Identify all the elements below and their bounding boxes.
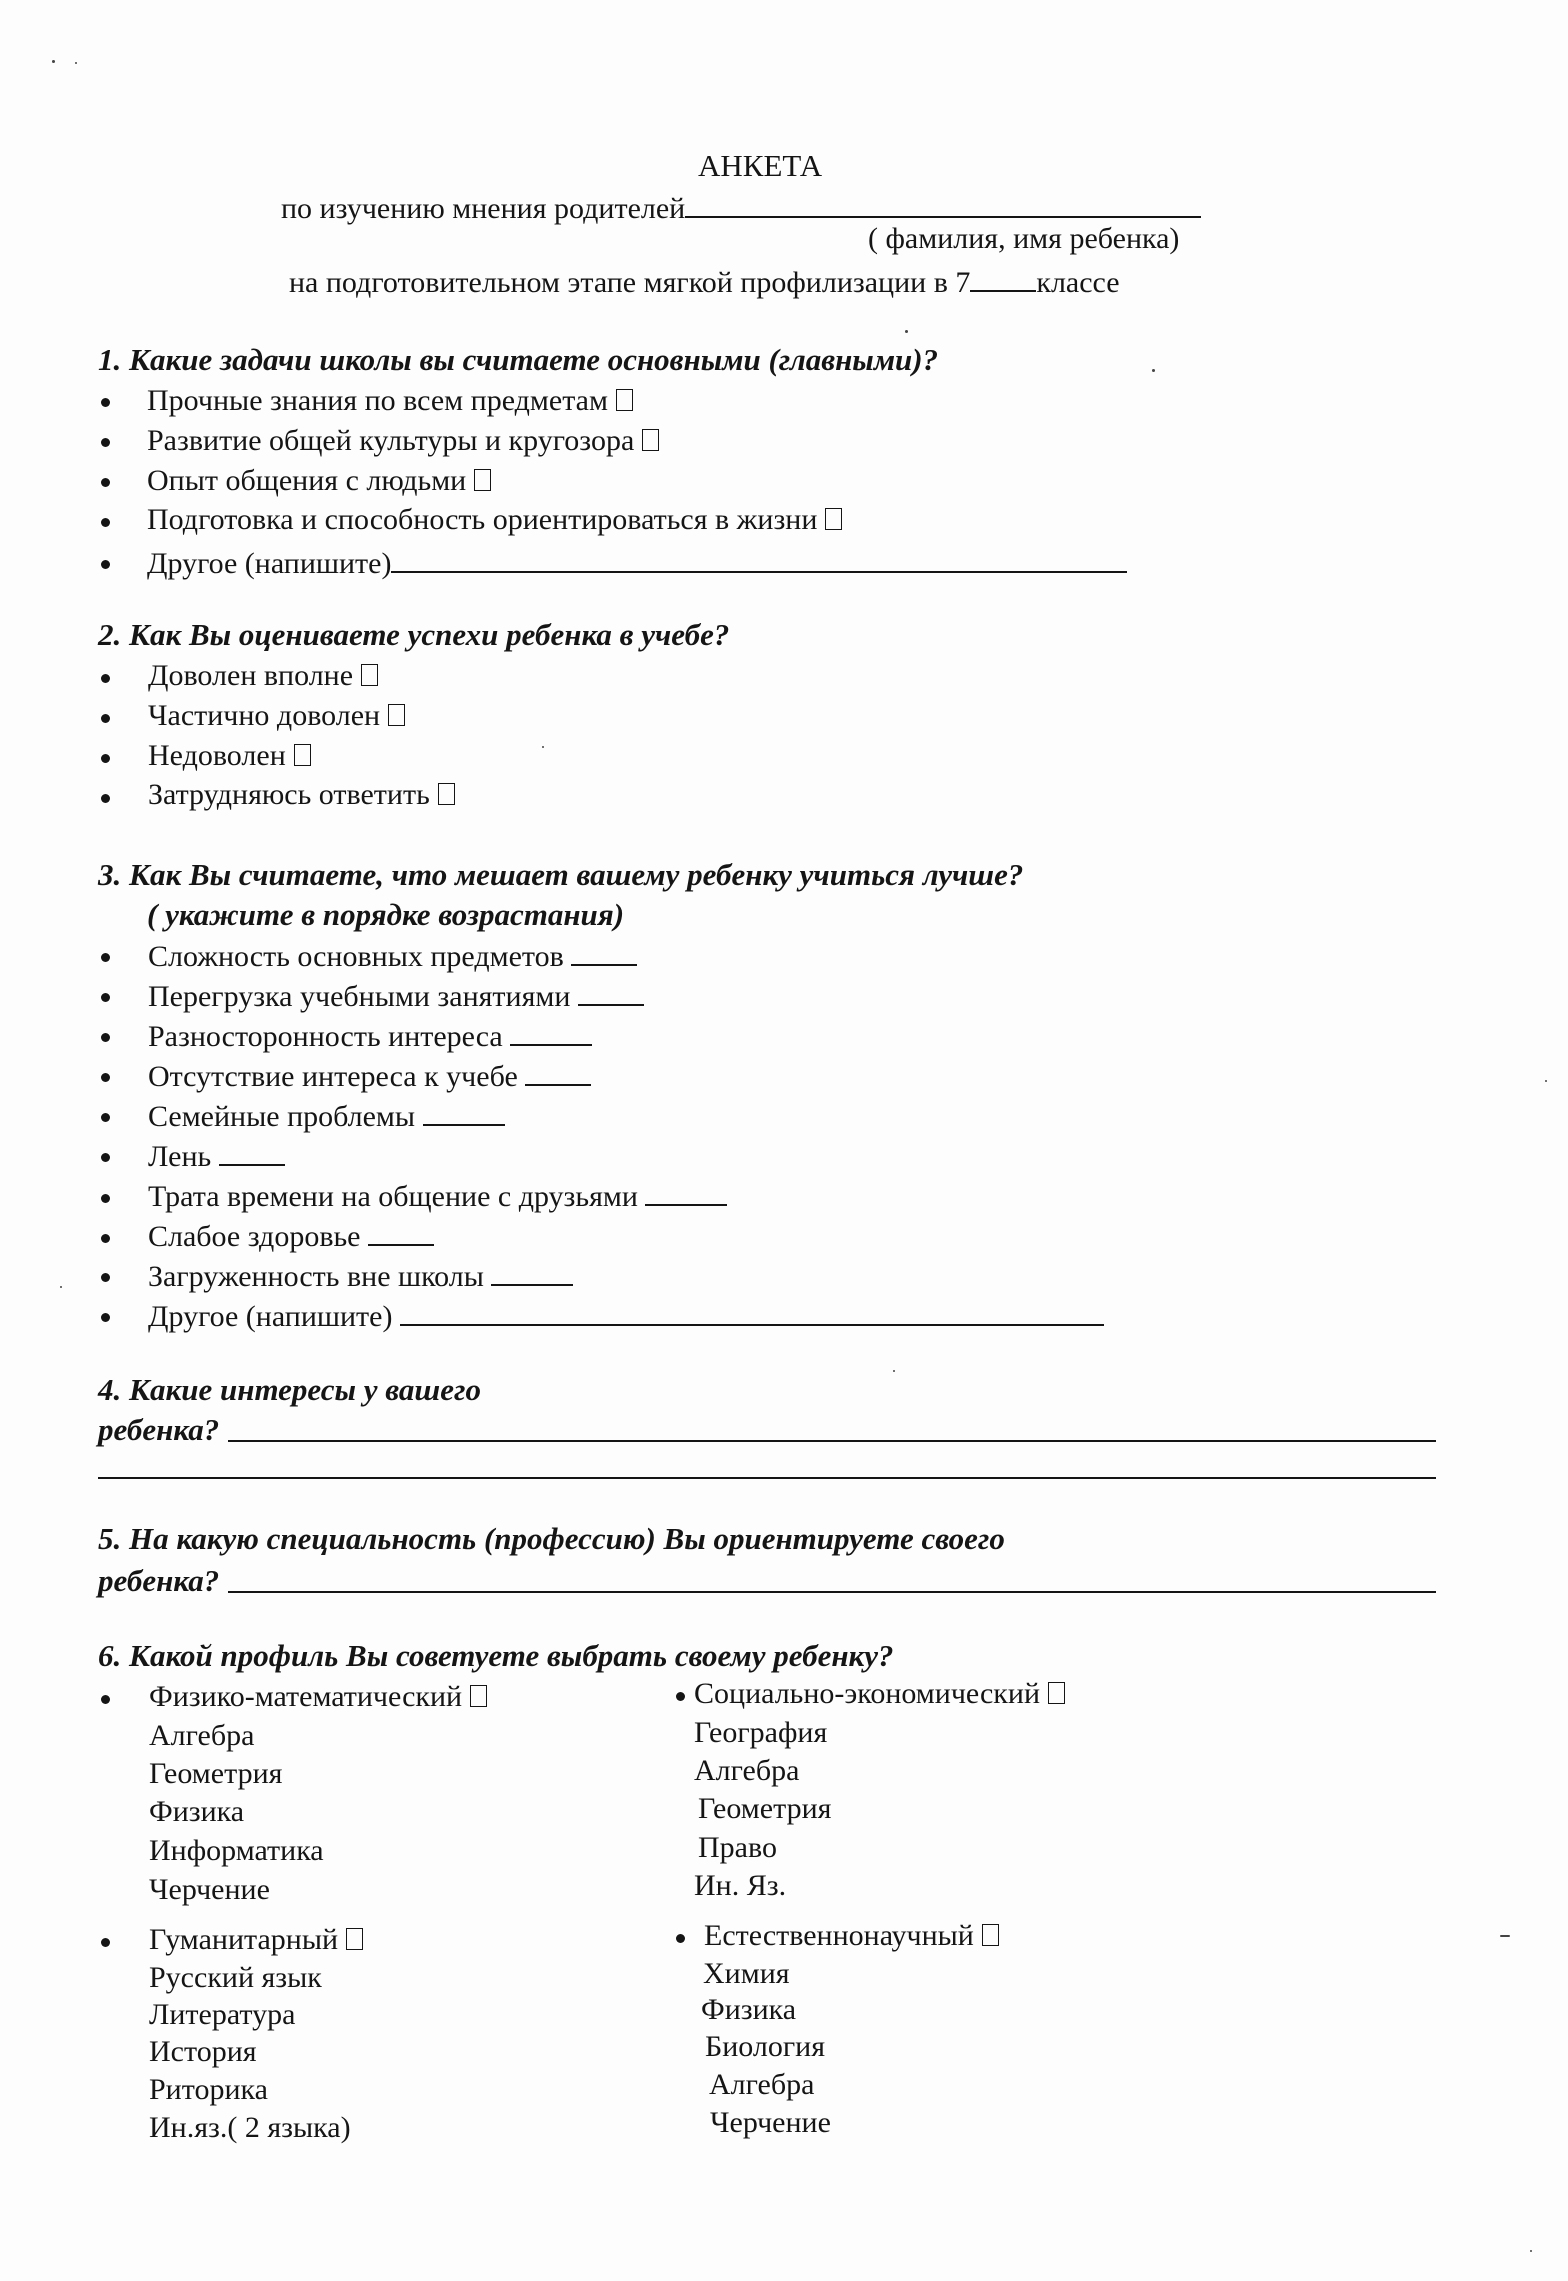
bullet [101,518,110,527]
bullet [101,1194,110,1203]
q3-option-9-label: Загруженность вне школы [148,1260,484,1293]
q4-heading-cont: ребенка? [98,1412,220,1447]
checkbox[interactable] [346,1928,363,1950]
scan-speck [52,60,55,63]
rank-field[interactable] [645,1178,727,1206]
rank-field[interactable] [491,1258,573,1286]
q3-option-7[interactable] [148,1178,727,1214]
bullet [101,754,110,763]
bullet [101,714,110,723]
header-line1 [281,190,1201,226]
profile-physmath[interactable] [149,1680,487,1714]
profile-humanities[interactable] [149,1923,363,1957]
bullet [101,1938,110,1947]
rank-field[interactable] [571,938,637,966]
q2-option-2[interactable] [148,699,405,733]
q1-option-1-label: Прочные знания по всем предметам [147,384,608,417]
profile-physmath-label: Физико-математический [149,1680,463,1713]
q1-option-3-label: Опыт общения с людьми [147,464,467,497]
q2-option-4-label: Затрудняюсь ответить [148,778,430,811]
q1-option-4-label: Подготовка и способность ориентироваться в жизни [147,503,818,536]
checkbox[interactable] [474,469,491,491]
rank-field[interactable] [219,1138,285,1166]
checkbox[interactable] [616,389,633,411]
scan-speck [75,62,77,64]
profile-natsci-label: Естественнонаучный [704,1919,974,1952]
checkbox[interactable] [982,1924,999,1946]
header-line2 [289,264,1120,300]
subject-item: Физика [149,1795,245,1828]
q3-other-field[interactable] [400,1298,1104,1326]
q3-option-7-label: Трата времени на общение с друзьями [148,1180,638,1213]
q3-option-10[interactable] [148,1298,1104,1334]
header-line2-post: классе [1036,266,1120,299]
q1-option-4[interactable] [147,503,842,537]
rank-field[interactable] [525,1058,591,1086]
q3-option-3-label: Разносторонность интереса [148,1020,503,1053]
q3-option-8-label: Слабое здоровье [148,1220,361,1253]
q3-option-2[interactable] [148,978,644,1014]
bullet [101,1113,110,1122]
scan-speck [893,1370,895,1372]
q1-other-field[interactable] [391,545,1127,573]
subject-item: Химия [703,1957,790,1990]
q2-heading: 2. Как Вы оцениваете успехи ребенка в учебе? [98,617,730,652]
bullet [101,1073,110,1082]
subject-item: Черчение [149,1873,270,1906]
checkbox[interactable] [470,1685,487,1707]
q3-heading: 3. Как Вы считаете, что мешает вашему ребенку учиться лучше? [98,857,1024,892]
q3-option-6-label: Лень [148,1140,212,1173]
q3-option-4-label: Отсутствие интереса к учебе [148,1060,518,1093]
q1-option-2-label: Развитие общей культуры и кругозора [147,424,635,457]
q3-option-2-label: Перегрузка учебными занятиями [148,980,571,1013]
q3-option-6[interactable] [148,1138,285,1174]
bullet [101,1695,110,1704]
checkbox[interactable] [1048,1682,1065,1704]
q2-option-2-label: Частично доволен [148,699,381,732]
q3-option-1[interactable] [148,938,637,974]
subject-item: География [694,1716,828,1749]
checkbox[interactable] [642,429,659,451]
subject-item: Геометрия [149,1757,283,1790]
subject-item: Литература [149,1998,296,2031]
subject-item: Русский язык [149,1961,322,1994]
q1-option-5[interactable] [147,545,1127,581]
bullet [101,1313,110,1322]
q3-option-9[interactable] [148,1258,573,1294]
q3-option-10-label: Другое (напишите) [148,1300,393,1333]
q5-heading-cont: ребенка? [98,1563,220,1598]
scan-speck [542,746,544,748]
bullet [101,1033,110,1042]
subject-item: Алгебра [694,1754,800,1787]
bullet [101,1273,110,1282]
scan-speck [1545,1080,1547,1082]
subject-item: Биология [705,2030,826,2063]
q4-heading: 4. Какие интересы у вашего [98,1372,481,1407]
scan-speck [1152,369,1155,372]
rank-field[interactable] [578,978,644,1006]
checkbox[interactable] [388,704,405,726]
child-name-field[interactable] [685,190,1201,218]
subject-item: Ин. Яз. [694,1869,787,1902]
q1-option-3[interactable] [147,464,491,498]
profile-socioecon[interactable] [694,1677,1065,1711]
bullet [676,1934,685,1943]
bullet [101,560,110,569]
subject-item: Информатика [149,1834,324,1867]
checkbox[interactable] [361,664,378,686]
profile-natsci[interactable] [704,1919,999,1953]
q5-heading: 5. На какую специальность (профессию) Вы ориентируете своего [98,1521,1005,1556]
q2-option-3-label: Недоволен [148,739,286,772]
q6-heading: 6. Какой профиль Вы советуете выбрать своему ребенку? [98,1638,894,1673]
q3-option-5[interactable] [148,1098,505,1134]
q4-answer-line-2[interactable] [98,1477,1436,1479]
form-title: АНКЕТА [698,148,823,183]
bullet [101,398,110,407]
q2-option-3[interactable] [148,739,311,773]
subject-item: История [149,2035,257,2068]
profile-humanities-label: Гуманитарный [149,1923,339,1956]
rank-field[interactable] [423,1098,505,1126]
q1-heading: 1. Какие задачи школы вы считаете основными (главными)? [98,342,939,377]
bullet [676,1692,685,1701]
q3-option-5-label: Семейные проблемы [148,1100,416,1133]
rank-field[interactable] [368,1218,434,1246]
profile-socioecon-label: Социально-экономический [694,1677,1040,1710]
bullet [101,674,110,683]
q2-option-4[interactable] [148,778,455,812]
header-line2-pre: на подготовительном этапе мягкой профилизации в 7 [289,266,971,299]
bullet [101,478,110,487]
scan-speck [905,330,908,333]
scan-speck [60,1286,62,1288]
q3-option-4[interactable] [148,1058,591,1094]
bullet [101,953,110,962]
q3-option-1-label: Сложность основных предметов [148,940,564,973]
q1-option-1[interactable] [147,384,633,418]
subject-item: Риторика [149,2073,268,2106]
q3-heading-note: ( укажите в порядке возрастания) [147,897,625,932]
scan-speck [1530,2250,1532,2252]
bullet [101,1153,110,1162]
bullet [101,1234,110,1243]
subject-item: Физика [701,1993,797,2026]
q5-answer-line[interactable] [228,1591,1436,1593]
class-letter-field[interactable] [970,264,1036,292]
checkbox[interactable] [438,783,455,805]
subject-item: Ин.яз.( 2 языка) [149,2111,351,2144]
checkbox[interactable] [825,508,842,530]
q3-option-8[interactable] [148,1218,434,1254]
bullet [101,438,110,447]
header-line1-hint: ( фамилия, имя ребенка) [868,222,1180,255]
q1-option-5-label: Другое (напишите) [147,547,392,580]
checkbox[interactable] [294,744,311,766]
q2-option-1[interactable] [148,659,378,693]
rank-field[interactable] [510,1018,592,1046]
subject-item: Право [698,1831,777,1864]
bullet [101,794,110,803]
q1-option-2[interactable] [147,424,659,458]
header-line1-text: по изучению мнения родителей [281,192,686,225]
subject-item: Алгебра [709,2068,815,2101]
bullet [101,993,110,1002]
subject-item: Геометрия [698,1792,832,1825]
q2-option-1-label: Доволен вполне [148,659,354,692]
scan-speck [1500,1935,1510,1937]
q3-option-3[interactable] [148,1018,592,1054]
q4-answer-line-1[interactable] [228,1440,1436,1442]
subject-item: Черчение [710,2106,831,2139]
subject-item: Алгебра [149,1719,255,1752]
